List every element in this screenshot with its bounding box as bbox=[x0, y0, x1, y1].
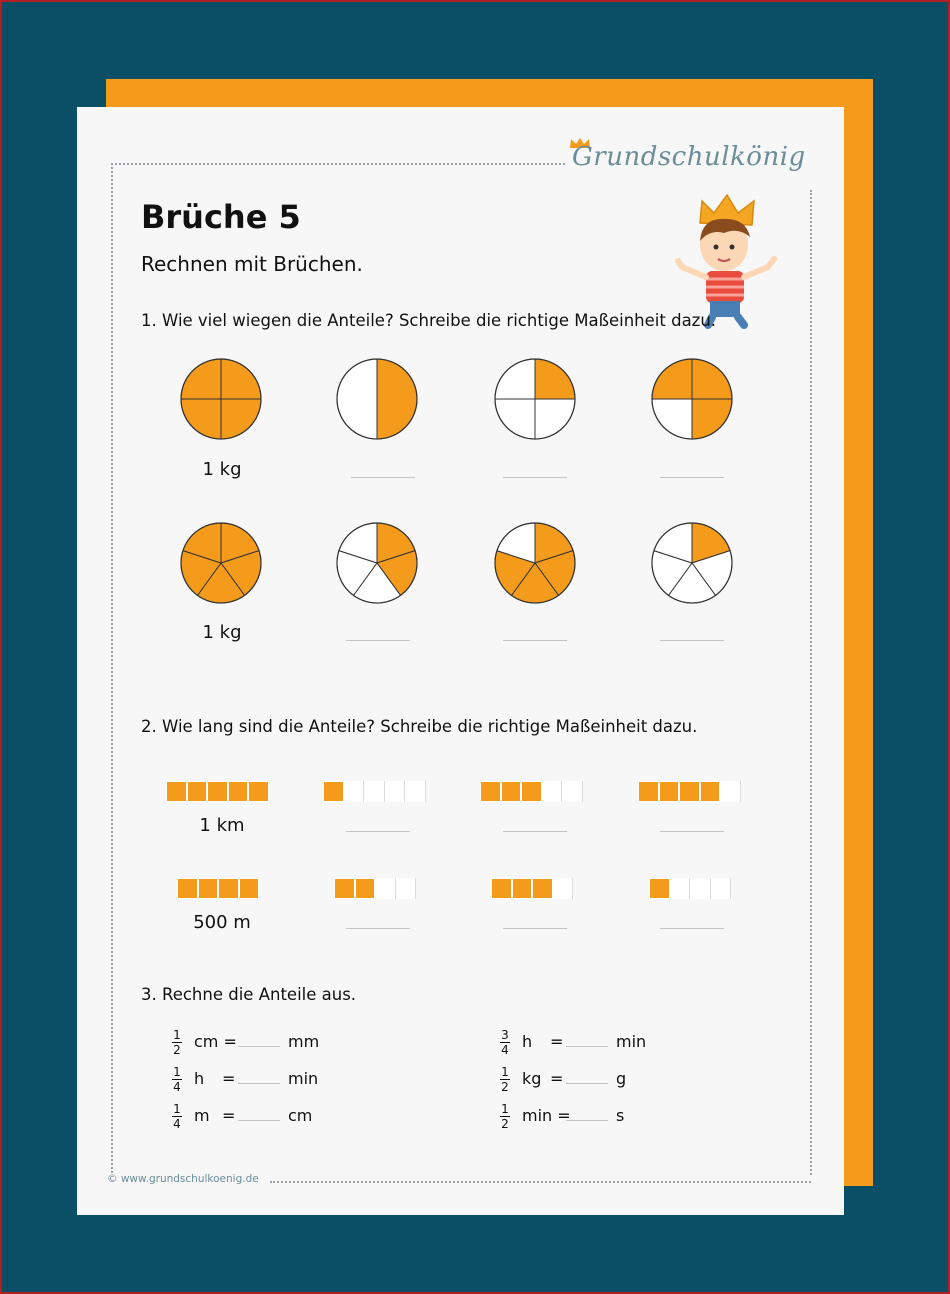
left-row2-fraction bbox=[172, 1066, 182, 1093]
left-row3-unit: m bbox=[194, 1106, 210, 1125]
left-row3-equals: = bbox=[222, 1106, 236, 1125]
bar-cell-filled bbox=[355, 878, 376, 899]
brand-logo: Grundschulkönig bbox=[572, 142, 806, 172]
dotted-border-left bbox=[111, 163, 113, 1173]
bar-row2-1 bbox=[177, 878, 259, 899]
answer-line[interactable] bbox=[346, 640, 410, 641]
fraction-denominator: 4 bbox=[501, 1043, 509, 1057]
answer-line[interactable] bbox=[346, 831, 410, 832]
right-row1-fraction bbox=[500, 1029, 510, 1056]
answer-line[interactable] bbox=[660, 477, 724, 478]
bar-cell-filled bbox=[207, 781, 228, 802]
bar-row2-label: 500 m bbox=[193, 912, 251, 933]
task3-heading: 3. Rechne die Anteile aus. bbox=[141, 985, 357, 1004]
fraction-denominator: 2 bbox=[501, 1117, 509, 1131]
answer-line[interactable] bbox=[351, 477, 415, 478]
dotted-border-top bbox=[111, 163, 565, 165]
bar-cell-filled bbox=[248, 781, 269, 802]
right-row2-answer-line[interactable] bbox=[566, 1083, 608, 1084]
bar-row1-3 bbox=[480, 781, 583, 802]
dotted-border-bottom bbox=[270, 1181, 811, 1183]
bar-cell-filled bbox=[166, 781, 187, 802]
bar-cell-empty bbox=[720, 781, 741, 802]
right-row3-answer-line[interactable] bbox=[566, 1120, 608, 1121]
pie-row1-2 bbox=[332, 354, 422, 444]
answer-line[interactable] bbox=[503, 640, 567, 641]
right-row2-equals: = bbox=[550, 1069, 564, 1088]
fraction-numerator: 1 bbox=[173, 1065, 181, 1079]
bar-cell-filled bbox=[638, 781, 659, 802]
bar-cell-empty bbox=[344, 781, 365, 802]
fraction-numerator: 1 bbox=[501, 1102, 509, 1116]
bar-cell-filled bbox=[501, 781, 522, 802]
right-row3-target-unit: s bbox=[616, 1106, 625, 1125]
bar-cell-filled bbox=[218, 878, 239, 899]
bar-cell-empty bbox=[542, 781, 563, 802]
bar-cell-empty bbox=[711, 878, 732, 899]
bar-cell-filled bbox=[512, 878, 533, 899]
fraction-numerator: 1 bbox=[501, 1065, 509, 1079]
bar-cell-filled bbox=[334, 878, 355, 899]
right-row2-fraction bbox=[500, 1066, 510, 1093]
footer-copyright: © www.grundschulkoenig.de bbox=[107, 1173, 259, 1185]
pie-row2-label: 1 kg bbox=[202, 622, 242, 643]
left-row3-fraction bbox=[172, 1103, 182, 1130]
page-title: Brüche 5 bbox=[141, 198, 301, 236]
right-row1-equals: = bbox=[550, 1032, 564, 1051]
fraction-denominator: 4 bbox=[173, 1117, 181, 1131]
left-row2-unit: h bbox=[194, 1069, 205, 1088]
right-row3-fraction bbox=[500, 1103, 510, 1130]
bar-cell-filled bbox=[228, 781, 249, 802]
right-row3-unit: min = bbox=[522, 1106, 571, 1125]
fraction-denominator: 2 bbox=[501, 1080, 509, 1094]
fraction-denominator: 2 bbox=[173, 1043, 181, 1057]
answer-line[interactable] bbox=[503, 928, 567, 929]
dotted-border-right bbox=[810, 190, 812, 1175]
left-row2-target-unit: min bbox=[288, 1069, 319, 1088]
pie-row2-2 bbox=[332, 518, 422, 608]
pie-row2-1 bbox=[176, 518, 266, 608]
pie-slice bbox=[337, 359, 377, 439]
pie-row1-1 bbox=[176, 354, 266, 444]
left-row2-answer-line[interactable] bbox=[238, 1083, 280, 1084]
bar-row2-2 bbox=[334, 878, 416, 899]
bar-cell-filled bbox=[659, 781, 680, 802]
pie-row2-4 bbox=[647, 518, 737, 608]
task2-heading: 2. Wie lang sind die Anteile? Schreibe die richtige Maßeinheit dazu. bbox=[141, 717, 698, 736]
left-row1-fraction bbox=[172, 1029, 182, 1056]
bar-cell-filled bbox=[187, 781, 208, 802]
bar-cell-filled bbox=[491, 878, 512, 899]
left-row1-unit: cm = bbox=[194, 1032, 237, 1051]
fraction-numerator: 3 bbox=[501, 1028, 509, 1042]
page-subtitle: Rechnen mit Brüchen. bbox=[141, 252, 363, 276]
pie-row1-label: 1 kg bbox=[202, 459, 242, 480]
bar-cell-empty bbox=[405, 781, 426, 802]
right-row2-unit: kg bbox=[522, 1069, 542, 1088]
left-row1-target-unit: mm bbox=[288, 1032, 320, 1051]
right-row2-target-unit: g bbox=[616, 1069, 627, 1088]
bar-cell-filled bbox=[700, 781, 721, 802]
pie-slice bbox=[377, 359, 417, 439]
answer-line[interactable] bbox=[660, 831, 724, 832]
fraction-numerator: 1 bbox=[173, 1028, 181, 1042]
bar-cell-empty bbox=[690, 878, 711, 899]
bar-row1-2 bbox=[323, 781, 426, 802]
fraction-denominator: 4 bbox=[173, 1080, 181, 1094]
bar-cell-empty bbox=[396, 878, 417, 899]
right-row1-target-unit: min bbox=[616, 1032, 647, 1051]
bar-cell-filled bbox=[177, 878, 198, 899]
answer-line[interactable] bbox=[346, 928, 410, 929]
fraction-numerator: 1 bbox=[173, 1102, 181, 1116]
left-row1-answer-line[interactable] bbox=[238, 1046, 280, 1047]
left-row3-answer-line[interactable] bbox=[238, 1120, 280, 1121]
bar-cell-filled bbox=[198, 878, 219, 899]
bar-row2-4 bbox=[649, 878, 731, 899]
bar-cell-filled bbox=[239, 878, 260, 899]
bar-cell-empty bbox=[562, 781, 583, 802]
bar-row1-4 bbox=[638, 781, 741, 802]
pie-row2-3 bbox=[490, 518, 580, 608]
bar-cell-filled bbox=[480, 781, 501, 802]
answer-line[interactable] bbox=[660, 640, 724, 641]
bar-cell-empty bbox=[364, 781, 385, 802]
bar-row1-1 bbox=[166, 781, 269, 802]
answer-line[interactable] bbox=[503, 831, 567, 832]
bar-cell-empty bbox=[553, 878, 574, 899]
pie-row1-3 bbox=[490, 354, 580, 444]
right-row1-answer-line[interactable] bbox=[566, 1046, 608, 1047]
left-row3-target-unit: cm bbox=[288, 1106, 313, 1125]
bar-cell-empty bbox=[385, 781, 406, 802]
left-row2-equals: = bbox=[222, 1069, 236, 1088]
right-row1-unit: h bbox=[522, 1032, 533, 1051]
bar-cell-empty bbox=[375, 878, 396, 899]
bar-row1-label: 1 km bbox=[199, 815, 245, 836]
pie-row1-4 bbox=[647, 354, 737, 444]
answer-line[interactable] bbox=[660, 928, 724, 929]
bar-cell-empty bbox=[670, 878, 691, 899]
bar-cell-filled bbox=[679, 781, 700, 802]
bar-cell-filled bbox=[323, 781, 344, 802]
answer-line[interactable] bbox=[503, 477, 567, 478]
bar-row2-3 bbox=[491, 878, 573, 899]
bar-cell-filled bbox=[649, 878, 670, 899]
task1-heading: 1. Wie viel wiegen die Anteile? Schreibe die richtige Maßeinheit dazu. bbox=[141, 311, 717, 330]
bar-cell-filled bbox=[521, 781, 542, 802]
bar-cell-filled bbox=[532, 878, 553, 899]
